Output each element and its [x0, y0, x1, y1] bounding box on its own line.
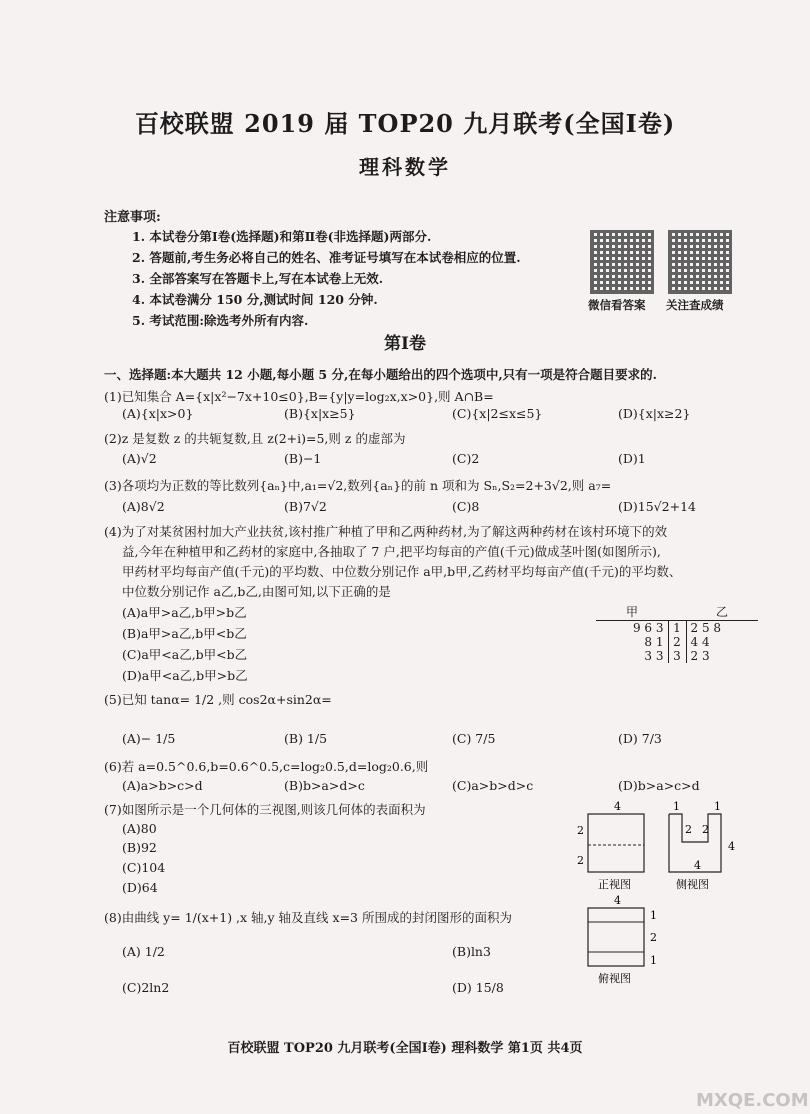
question-6: (6)若 a=0.5^0.6,b=0.6^0.5,c=log₂0.5,d=log₂0.6,则 — [104, 759, 429, 774]
option: (A)80 — [122, 821, 157, 836]
dim-label: 2 — [685, 823, 692, 836]
view-label: 俯视图 — [598, 972, 631, 985]
dim-label: 2 — [577, 854, 584, 867]
section-intro: 一、选择题:本大题共 12 小题,每小题 5 分,在每小题给出的四个选项中,只有一项是符合题目要求的. — [104, 367, 658, 382]
dim-label: 1 — [673, 800, 680, 813]
option: (D)b>a>c>d — [618, 778, 700, 793]
dim-label: 1 — [714, 800, 721, 813]
view-label: 侧视图 — [676, 878, 709, 891]
notice-item: 3. 全部答案写在答题卡上,写在本试卷上无效. — [132, 271, 384, 286]
top-view — [588, 908, 644, 966]
option: (B) 1/5 — [284, 731, 328, 746]
page-footer: 百校联盟 TOP20 九月联考(全国Ⅰ卷) 理科数学 第1页 共4页 — [227, 1041, 583, 1056]
watermark: MXQE.COM — [696, 1090, 809, 1111]
three-view-figure — [570, 800, 760, 985]
page-title: 百校联盟 2019 届 TOP20 九月联考(全国Ⅰ卷) — [134, 109, 676, 138]
option: (C)a>b>d>c — [452, 778, 534, 793]
option: (D){x|x≥2} — [618, 406, 691, 421]
stem-leaf-header: 甲 — [625, 605, 638, 619]
dim-label: 2 — [577, 824, 584, 837]
question-4-line: (4)为了对某贫困村加大产业扶贫,该村推广种植了甲和乙两种药材,为了解这两种药材在该村环境下的效 — [104, 524, 668, 539]
option: (A)√2 — [122, 451, 157, 466]
leaf-left: 9 6 3 — [632, 621, 664, 635]
dim-label: 4 — [728, 840, 735, 853]
option: (B)b>a>d>c — [284, 778, 365, 793]
option: (C)8 — [452, 499, 480, 514]
notice-item: 2. 答题前,考生务必将自己的姓名、准考证号填写在本试卷相应的位置. — [132, 250, 521, 265]
qr-code-icon — [590, 230, 654, 294]
question-1: (1)已知集合 A={x|x²−7x+10≤0},B={y|y=log₂x,x>0},则 A∩B= — [104, 389, 494, 404]
leaf-left: 8 1 — [644, 635, 664, 649]
option: (B)a甲>a乙,b甲<b乙 — [122, 626, 247, 641]
dim-label: 2 — [702, 823, 709, 836]
question-4-line: 益,今年在种植甲和乙药材的家庭中,各抽取了 7 户,把平均每亩的产值(千元)做成茎叶图(如图所示), — [122, 544, 661, 559]
option: (A){x|x>0} — [122, 406, 194, 421]
option: (C)2ln2 — [122, 980, 170, 995]
section-heading: 第Ⅰ卷 — [384, 334, 426, 354]
option: (D) 7/3 — [618, 731, 662, 746]
question-5: (5)已知 tanα= 1/2 ,则 cos2α+sin2α= — [104, 692, 332, 707]
dim-label: 4 — [614, 894, 621, 907]
page-subtitle: 理科数学 — [359, 155, 451, 179]
option: (B){x|x≥5} — [284, 406, 356, 421]
option: (B)ln3 — [452, 944, 491, 959]
stem: 2 — [668, 635, 686, 649]
stem: 1 — [668, 621, 686, 636]
stem-leaf-header: 乙 — [715, 605, 728, 619]
leaf-right: 2 3 — [690, 649, 710, 663]
question-8: (8)由曲线 y= 1/(x+1) ,x 轴,y 轴及直线 x=3 所围成的封闭图形的面积为 — [104, 910, 512, 925]
leaf-right: 4 4 — [690, 635, 710, 649]
leaf-left: 3 3 — [644, 649, 664, 663]
option: (A)8√2 — [122, 499, 165, 514]
question-4-line: 甲药材平均每亩产值(千元)的平均数、中位数分别记作 a甲,b甲,乙药材平均每亩产值(千元)的平均数、 — [122, 564, 682, 579]
question-2: (2)z 是复数 z 的共轭复数,且 z(2+i)=5,则 z 的虚部为 — [104, 431, 406, 446]
option: (C)a甲<a乙,b甲<b乙 — [122, 647, 248, 662]
option: (C)2 — [452, 451, 480, 466]
qr-label: 关注查成绩 — [666, 298, 724, 312]
option: (D)64 — [122, 880, 158, 895]
stem-leaf-plot — [596, 603, 758, 663]
dim-label: 4 — [614, 800, 621, 813]
option: (D)1 — [618, 451, 646, 466]
notice-item: 5. 考试范围:除选考外所有内容. — [132, 313, 309, 328]
option: (A)a甲>a乙,b甲>b乙 — [122, 605, 247, 620]
front-view — [588, 814, 644, 872]
option: (C) 7/5 — [452, 731, 496, 746]
dim-label: 1 — [650, 909, 657, 922]
dim-label: 4 — [694, 859, 701, 872]
dim-label: 2 — [650, 931, 657, 944]
option: (A) 1/2 — [122, 944, 165, 959]
option: (D)15√2+14 — [618, 499, 696, 514]
option: (B)−1 — [284, 451, 322, 466]
leaf-right: 2 5 8 — [690, 621, 722, 635]
view-label: 正视图 — [598, 878, 631, 891]
question-7: (7)如图所示是一个几何体的三视图,则该几何体的表面积为 — [104, 802, 426, 817]
stem: 3 — [668, 649, 686, 663]
question-3: (3)各项均为正数的等比数列{aₙ}中,a₁=√2,数列{aₙ}的前 n 项和为 Sₙ,S₂=2+3√2,则 a₇= — [104, 478, 612, 493]
qr-label: 微信看答案 — [588, 298, 646, 312]
option: (D)a甲<a乙,b甲>b乙 — [122, 668, 248, 683]
option: (C)104 — [122, 860, 166, 875]
notice-item: 4. 本试卷满分 150 分,测试时间 120 分钟. — [132, 292, 378, 307]
option: (B)92 — [122, 840, 157, 855]
notice-item: 1. 本试卷分第Ⅰ卷(选择题)和第Ⅱ卷(非选择题)两部分. — [132, 229, 432, 244]
option: (B)7√2 — [284, 499, 327, 514]
dim-label: 1 — [650, 954, 657, 967]
question-4-line: 中位数分别记作 a乙,b乙,由图可知,以下正确的是 — [122, 584, 391, 599]
option: (D) 15/8 — [452, 980, 504, 995]
option: (A)− 1/5 — [122, 731, 176, 746]
notice-title: 注意事项: — [104, 210, 161, 225]
qr-code-icon — [668, 230, 732, 294]
option: (A)a>b>c>d — [122, 778, 203, 793]
option: (C){x|2≤x≤5} — [452, 406, 543, 421]
